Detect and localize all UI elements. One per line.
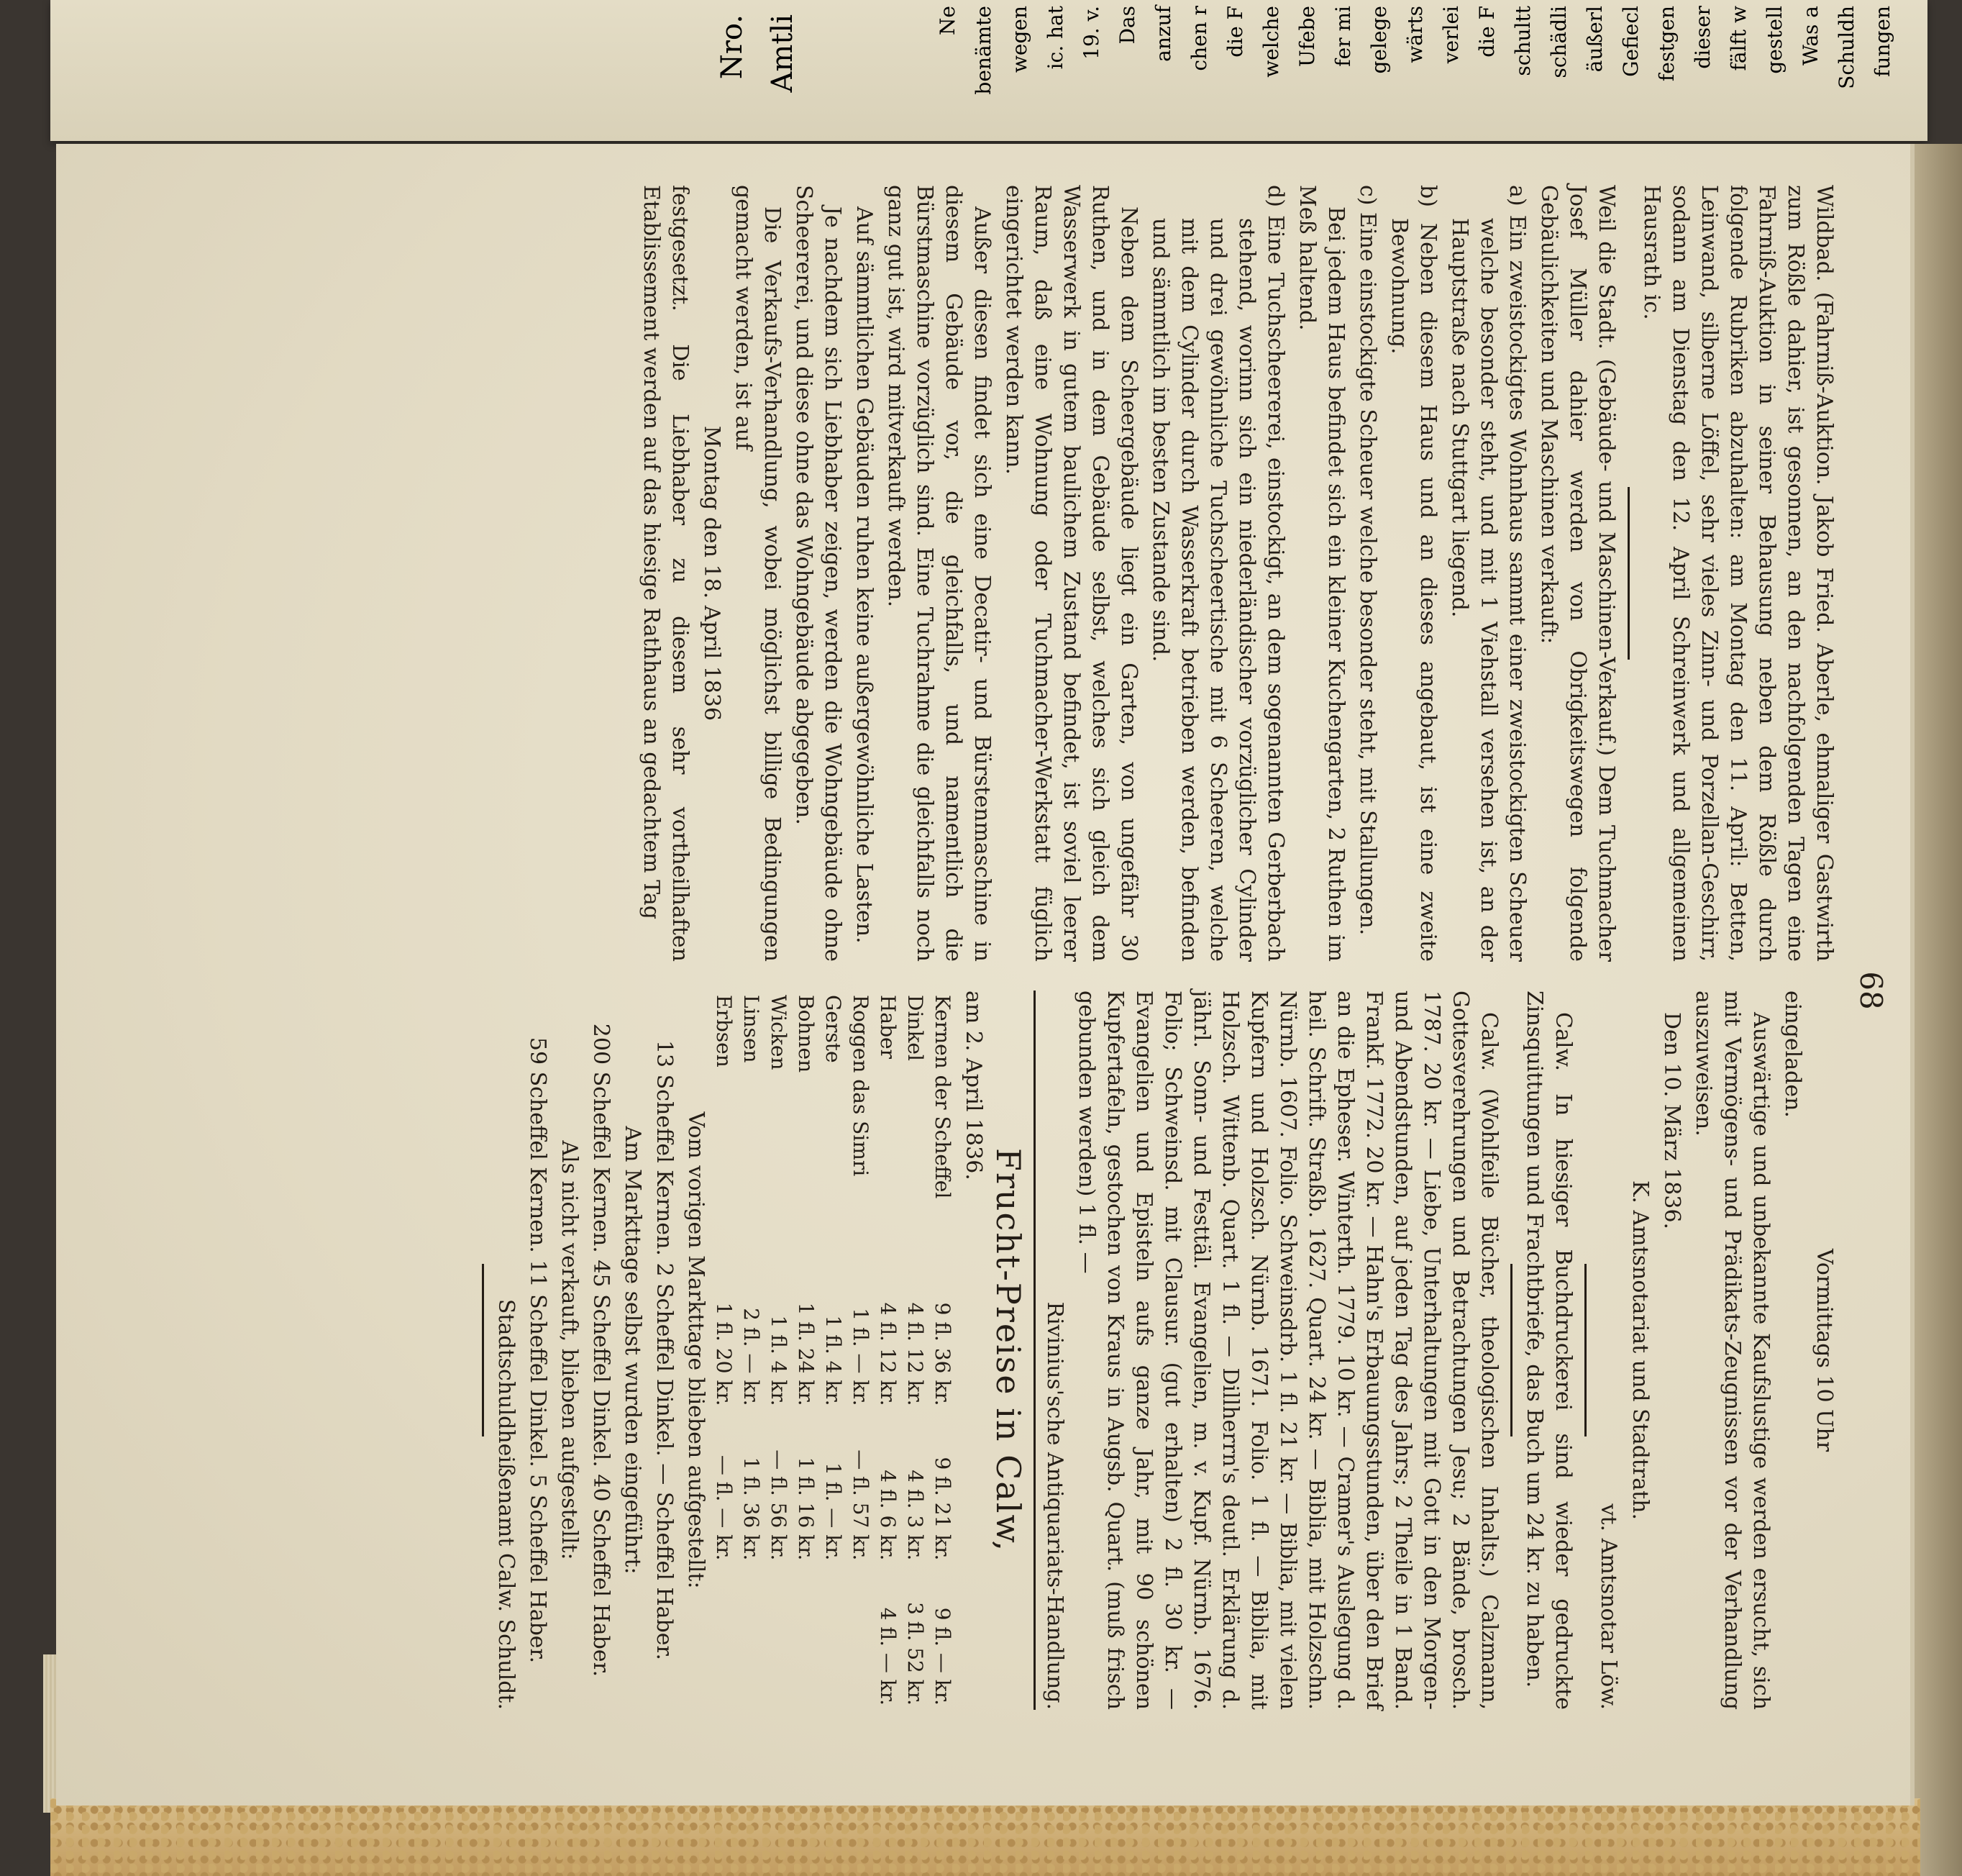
prev-side-line: dieser xyxy=(1691,6,1715,69)
price-value: 9 fl. 21 kr. xyxy=(931,1457,954,1561)
price-grain: Linsen xyxy=(739,995,763,1063)
price-row xyxy=(847,991,874,1710)
price-value: 1 fl. 4 kr. xyxy=(821,1315,845,1406)
prev-side-line: schädli xyxy=(1547,6,1571,78)
prev-side-line: wegen xyxy=(1008,6,1031,73)
page-text xyxy=(134,185,1889,1710)
prev-side-line: festgen xyxy=(1655,6,1679,82)
price-value: 4 fl. 12 kr. xyxy=(876,1302,900,1406)
buyers-note: Je nachdem sich Liebhaber zeigen, werden die Wohngebäude ohne Scheererei, und diese ohne das Wohngebäude abgegeben. xyxy=(791,185,845,962)
prev-side-line: Ufebe xyxy=(1295,6,1319,68)
price-value xyxy=(710,1565,737,1710)
prev-side-line: schultt xyxy=(1511,6,1535,76)
price-table xyxy=(710,991,956,1710)
machines-note: Außer diesen findet sich eine Decatir- und Bürstenmaschine in diesem Gebäude vor, die gleichfalls, und namentlich die Bürstmaschine vorzüglich sind. Eine Tuchrahme die gleichfalls noch ganz gut ist, wird mitverkauft werden. xyxy=(883,185,995,962)
divider xyxy=(1034,991,1036,1710)
sale-invitation: festgesetzt. Die Liebhaber zu diesem sehr vortheilhaften Etablissement werden auf das hiesige Rathhaus an gedachtem Tag xyxy=(639,185,693,962)
burdens-note: Auf sämmtlichen Gebäuden ruhen keine außergewöhnliche Lasten. xyxy=(852,206,877,944)
price-value xyxy=(737,1565,765,1710)
prev-side-line: Gefiecl xyxy=(1619,6,1643,77)
prev-side-line: gestell xyxy=(1763,6,1787,74)
prev-side-line: äußerl xyxy=(1583,6,1607,73)
price-grain: Roggen das Simri xyxy=(849,995,872,1177)
price-value: 4 fl. 3 kr. xyxy=(903,1470,927,1561)
marbled-edge xyxy=(50,1798,1920,1876)
page-number: 68 xyxy=(1853,971,1889,1010)
time-heading: Vormittags 10 Uhr xyxy=(1812,1248,1837,1452)
price-value: 4 fl. 6 kr. xyxy=(876,1470,900,1561)
prev-side-line: anzuf xyxy=(1151,6,1175,62)
prev-side-line: welche xyxy=(1259,6,1283,78)
price-value: 1 fl. 36 kr. xyxy=(739,1457,763,1561)
prev-side-line: Was a xyxy=(1799,6,1822,66)
price-value: 1 fl. 24 kr. xyxy=(794,1302,818,1406)
price-value: 9 fl. 36 kr. xyxy=(931,1302,954,1406)
price-value: 2 fl. — kr. xyxy=(739,1308,763,1406)
divider xyxy=(1584,1264,1587,1436)
antiquariat-signature: Rivinius'sche Antiquariats-Handlung. xyxy=(1042,1301,1067,1710)
sale-terms: Die Verkaufs-Verhandlung, wobei möglichst billige Bedingungen gemacht werden, ist auf xyxy=(731,185,785,962)
price-grain: Wicken xyxy=(767,995,790,1070)
price-row xyxy=(792,991,819,1710)
right-column xyxy=(134,991,1838,1710)
signature-notary: vt. Amtsnotar Löw. xyxy=(1596,1503,1621,1710)
prev-side-line: verlei xyxy=(1439,6,1463,64)
item-d: d) Eine Tuchscheererei, einstockigt, an dem sogenannten Gerberbach stehend, worinn sich ein niederländischer vorzüglicher Cylinder und drei gewöhnliche Tuchscheertische mit 6 Scheeren, welche mit dem Cylinder durch Wasserkraft betrieben werden, befinden und sämmtlich im besten Zustande sind. xyxy=(1148,185,1288,962)
prev-side-line: fälft w xyxy=(1727,6,1751,71)
price-grain: Haber xyxy=(876,995,900,1059)
prev-side-line: die F xyxy=(1223,6,1247,58)
price-row xyxy=(737,991,765,1710)
wildbad-auction: Wildbad. (Fahrniß-Auktion. Jakob Fried. Aberle, ehmaliger Gastwirth zum Rößle dahier, ist gesonnen, an den nachfolgenden Tagen eine Fahrniß-Auktion in seiner Behausung neben dem Rößle durch folgende Rubriken abzuhalten: am Montag den 11. April: Betten, Leinwand, silberne Löffel, sehr vieles Zinn- und Porzellan-Geschirr, sodann am Dienstag den 12. April Schreinwerk und allgemeinen Hausrath ic. xyxy=(1639,185,1837,962)
note-unsold-amounts: 59 Scheffel Kernen. 11 Scheffel Dinkel. 5 Scheffel Haber. xyxy=(525,1037,550,1664)
price-value: 9 fl. — kr. xyxy=(931,1607,954,1706)
price-row xyxy=(928,991,956,1710)
price-grain: Kernen der Scheffel xyxy=(931,995,954,1199)
price-value xyxy=(765,1565,792,1710)
divider xyxy=(482,1264,484,1436)
price-row xyxy=(710,991,737,1710)
price-value: 4 fl. — kr. xyxy=(876,1607,900,1706)
prev-side-line: benämte xyxy=(972,6,995,95)
divider xyxy=(1628,487,1630,660)
buyers-credentials: Auswärtige und unbekannte Kaufslustige werden ersucht, sich mit Vermögens- und Prädikats-Zeugnissen vor der Verhandlung auszuweisen. xyxy=(1691,991,1774,1710)
prev-masthead-nro: Nro. xyxy=(716,14,749,80)
prices-date: am 2. April 1836. xyxy=(961,991,986,1180)
calw-books: Calw. (Wohlfeile Bücher, theologischen Inhalts.) Calzmann, Gottesverehrungen und Betrachtungen Jesu; 2 Bände, brosch. 1787. 20 kr. — Liebe, Unterhaltungen mit Gott in den Morgen- und Abendstunden, auf jeden Tag des Jahrs; 2 Theile in 1 Band. Frankf. 1772. 20 kr. — Hahn's Erbauungsstunden, über den Brief an die Epheser. Winterth. 1779. 10 kr. — Cramer's Auslegung d. heil. Schrift. Straßb. 1627. Quart. 24 kr. — Biblia, mit Holzschn. Nürnb. 1607. Folio. Schweinsdrb. 1 fl. 21 kr. — Biblia, mit vielen Kupfern und Holzsch. Nürnb. 1671. Folio. 1 fl. — Biblia, mit Holzsch. Wittenb. Quart. 1 fl. — Dillherrn's deutl. Erklärung d. jährl. Sonn- und Festtäl. Evangelien, m. v. Kupf. Nürnb. 1676. Folio; Schweinsd. mit Clausur. (gut erhalten) 2 fl. 30 kr. — Evangelien und Episteln aufs ganze Jahr, mit 90 schönen Kupfertafeln, gestochen von Kraus in Augsb. Quart. (muß frisch gebunden werden) 1 fl. — xyxy=(1074,991,1502,1710)
prev-side-line: die F xyxy=(1475,6,1499,58)
price-value xyxy=(792,1565,819,1710)
prev-side-line: Ne xyxy=(936,6,959,36)
prev-masthead-amtli: Amtli xyxy=(766,14,799,93)
sale-date: Montag den 18. April 1836 xyxy=(699,425,724,721)
prev-side-line: gelege xyxy=(1367,6,1391,74)
weil-die-stadt-sale: Weil die Stadt. (Gebäude- und Maschinen-Verkauf.) Dem Tuchmacher Josef Müller dahier werden von Obrigkeitswegen folgende Gebäulichkeiten und Maschinen verkauft: xyxy=(1536,185,1619,962)
price-grain: Gerste xyxy=(821,995,845,1063)
item-a: a) Ein zweistockigtes Wohnhaus sammt einer zweistockigten Scheuer welche besonder steht, und mit 1 Viehstall versehen ist, an der Hauptstraße nach Stuttgart liegend. xyxy=(1447,185,1530,962)
prices-title: Frucht-Preise in Calw, xyxy=(989,1147,1028,1553)
note-market-day-amounts: 200 Scheffel Kernen. 45 Scheffel Dinkel. 40 Scheffel Haber. xyxy=(588,1023,613,1677)
price-value: — fl. — kr. xyxy=(712,1454,736,1561)
note-prev-market-amounts: 13 Scheffel Kernen. 2 Scheffel Dinkel. — Scheffel Haber. xyxy=(652,1039,677,1661)
price-value xyxy=(847,1565,874,1710)
price-value: 1 fl. 20 kr. xyxy=(712,1302,736,1406)
note-unsold: Als nicht verkauft, blieben aufgestellt: xyxy=(557,1140,582,1560)
prev-side-line: wärts xyxy=(1403,6,1427,63)
prev-side-line: Das xyxy=(1115,6,1139,45)
city-office-signature: Stadtschuldheißenamt Calw. Schuldt. xyxy=(493,1298,519,1710)
price-value: 1 fl. 4 kr. xyxy=(767,1315,790,1406)
price-row xyxy=(819,991,847,1710)
price-value: — fl. 56 kr. xyxy=(767,1449,790,1561)
prev-side-line: ic. hat xyxy=(1044,6,1067,70)
price-grain: Dinkel xyxy=(903,995,927,1061)
invited: eingeladen. xyxy=(1780,991,1805,1118)
prev-side-line: chen r xyxy=(1187,6,1211,71)
prev-page-masthead xyxy=(716,14,841,144)
price-value: — fl. 57 kr. xyxy=(849,1449,872,1561)
note-prev-market: Vom vorigen Markttage blieben aufgestellt: xyxy=(683,1111,708,1589)
notice-date: Den 10. März 1836. xyxy=(1659,1012,1684,1230)
item-c: c) Eine einstockigte Scheuer welche besonder steht, mit Stallungen. xyxy=(1355,185,1380,936)
price-grain: Bohnen xyxy=(794,995,818,1073)
prev-page-side-lines xyxy=(935,0,1927,141)
calw-printshop: Calw. In hiesiger Buchdruckerei sind wieder gedruckte Zinsquittungen und Frachtbriefe, das Buch um 24 kr. zu haben. xyxy=(1522,991,1576,1710)
prev-side-line: Schuldh xyxy=(1835,6,1858,89)
price-value: 3 fl. 52 kr. xyxy=(903,1602,927,1706)
price-value: 1 fl. — kr. xyxy=(849,1308,872,1406)
price-grain: Erbsen xyxy=(712,995,736,1067)
price-value: 1 fl. 16 kr. xyxy=(794,1457,818,1561)
left-column xyxy=(134,185,1838,962)
price-row xyxy=(901,991,928,1710)
price-row xyxy=(765,991,792,1710)
divider xyxy=(1510,1264,1512,1436)
price-row xyxy=(874,991,901,1710)
garden-building: Neben dem Scheergebäude liegt ein Garten, von ungefähr 30 Ruthen, und in dem Gebäude selbst, welches sich gleich dem Wasserwerk in gutem baulichem Zustand befindet, ist soviel leerer Raum, daß eine Wohnung oder Tuchmacher-Werkstatt füglich eingerichtet werden kann. xyxy=(1001,185,1141,962)
price-value xyxy=(819,1565,847,1710)
item-b: b) Neben diesem Haus und an dieses angebaut, ist eine zweite Bewohnung. xyxy=(1387,185,1441,962)
prev-side-line: 19. v. xyxy=(1080,6,1103,60)
signature-office: K. Amtsnotariat und Stadtrath. xyxy=(1628,1180,1653,1521)
garden-note: Bei jedem Haus befindet sich ein kleiner Kuchengarten, 2 Ruthen im Meß haltend. xyxy=(1295,185,1349,962)
note-market-day: Am Markttage selbst wurden eingeführt: xyxy=(620,1126,645,1575)
price-value: 4 fl. 12 kr. xyxy=(903,1302,927,1406)
prev-side-line: fer mi xyxy=(1331,6,1355,67)
prev-side-line: fungen xyxy=(1871,6,1894,77)
price-value: 1 fl. — kr. xyxy=(821,1462,845,1561)
